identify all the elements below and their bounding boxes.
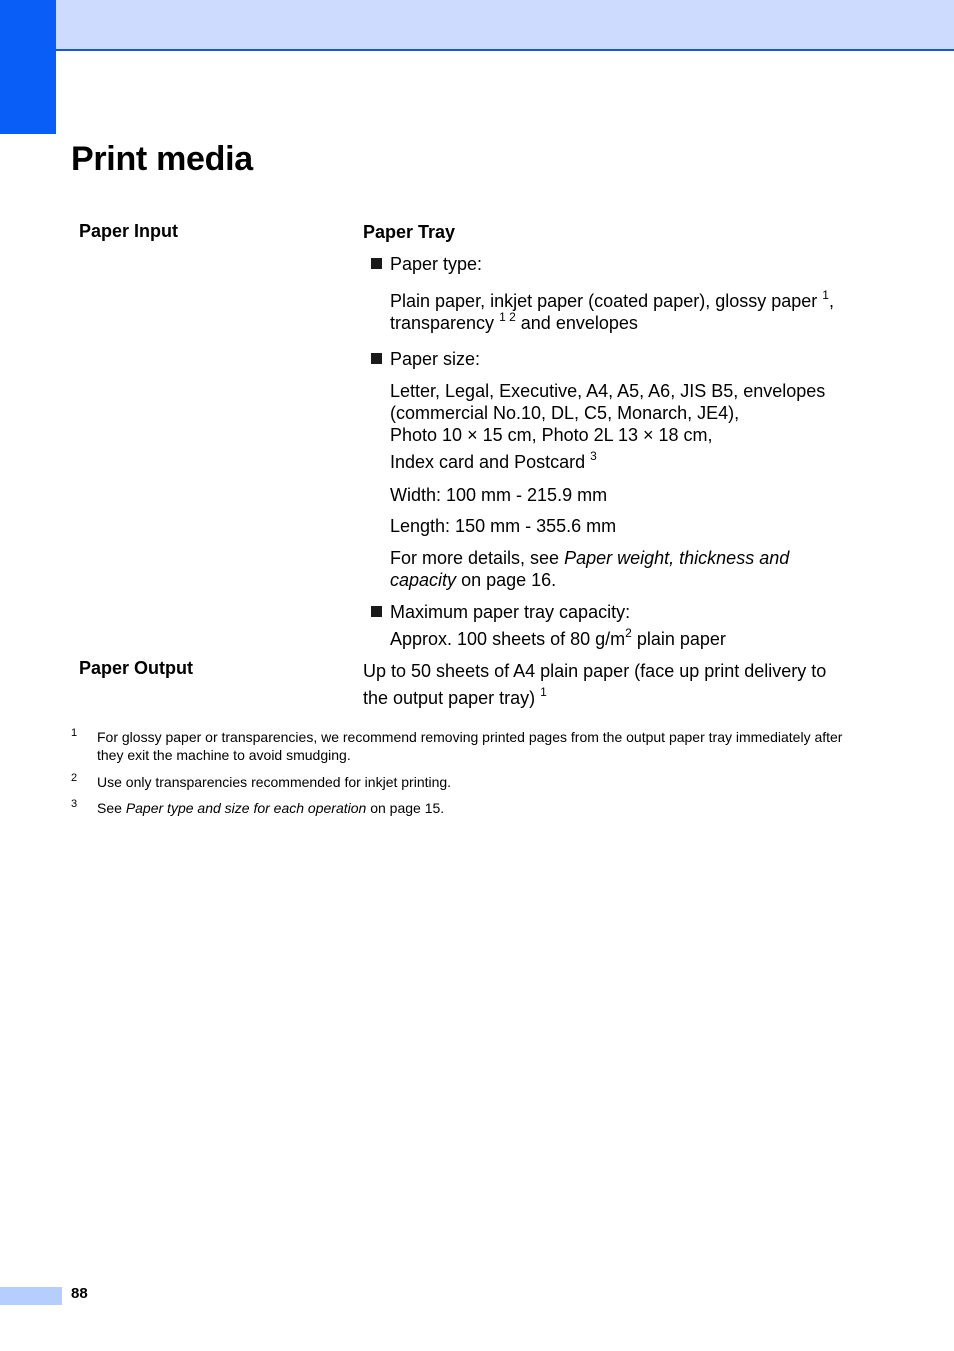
footnote-link[interactable]: Paper type and size for each operation: [125, 800, 367, 816]
paper-size-label: Paper size:: [390, 349, 481, 369]
paper-output-label: Paper Output: [79, 658, 194, 678]
page-number-tab: [0, 1287, 62, 1305]
paper-size-line: (commercial No.10, DL, C5, Monarch, JE4),: [390, 403, 740, 423]
paper-size-item: [371, 348, 480, 370]
output-text: the output paper tray): [363, 688, 536, 708]
paper-size-text: Index card and Postcard: [390, 452, 586, 472]
paper-type-label: Paper type:: [390, 254, 483, 274]
bullet-square-icon: [371, 353, 382, 364]
page-title: Print media: [71, 140, 253, 178]
paper-tray-heading: Paper Tray: [363, 222, 456, 242]
paper-type-text: transparency: [390, 313, 495, 333]
footnote-suffix: on page 15.: [370, 800, 445, 816]
details-link[interactable]: Paper weight, thickness and capacity: [390, 548, 790, 590]
capacity-text: Approx. 100 sheets of 80 g/m: [390, 629, 626, 649]
footnote-text: For glossy paper or transparencies, we recommend removing printed pages from the output paper tray immediately after they exit the machine to avoid smudging.: [97, 729, 843, 763]
footnote-ref: 1: [822, 288, 829, 302]
paper-type-description: [390, 290, 860, 334]
capacity-label: Maximum paper tray capacity:: [390, 602, 631, 622]
chapter-tab: [0, 0, 56, 134]
footnote-number: 2: [71, 772, 78, 784]
comma: ,: [828, 291, 834, 311]
footnote-text: [97, 799, 867, 817]
length-range: Length: 150 mm - 355.6 mm: [390, 516, 617, 536]
paper-size-line: Photo 10 × 15 cm, Photo 2L 13 × 18 cm,: [390, 425, 713, 445]
footnote-ref: 3: [590, 449, 597, 463]
footnote-number: 1: [71, 727, 78, 739]
capacity-description: [390, 628, 860, 650]
paper-size-description: [390, 380, 860, 473]
details-text: For more details, see: [390, 548, 560, 568]
paper-size-line: [390, 451, 860, 473]
bullet-square-icon: [371, 606, 382, 617]
paper-output-description: [363, 658, 873, 712]
width-range: Width: 100 mm - 215.9 mm: [390, 485, 608, 505]
superscript: 2: [625, 626, 632, 640]
paper-size-line: Letter, Legal, Executive, A4, A5, A6, JIS B5, envelopes: [390, 381, 826, 401]
capacity-item: [371, 601, 630, 623]
paper-type-item: [371, 253, 482, 275]
footnote-text: Use only transparencies recommended for inkjet printing.: [97, 774, 452, 790]
output-text: Up to 50 sheets of A4 plain paper (face up print delivery to: [363, 661, 827, 681]
header-band: [0, 0, 954, 51]
details-reference: [390, 547, 830, 591]
details-text: on page 16.: [461, 570, 557, 590]
paper-input-label: Paper Input: [79, 221, 179, 241]
bullet-square-icon: [371, 258, 382, 269]
footnote-number: 3: [71, 798, 78, 810]
footnote-ref: 1: [540, 685, 547, 699]
footnote-ref: 1 2: [499, 310, 516, 324]
footnote-prefix: See: [97, 800, 122, 816]
paper-type-text: and envelopes: [520, 313, 638, 333]
paper-type-text: Plain paper, inkjet paper (coated paper), glossy paper: [390, 291, 818, 311]
capacity-text: plain paper: [636, 629, 726, 649]
page-number: 88: [71, 1285, 88, 1302]
